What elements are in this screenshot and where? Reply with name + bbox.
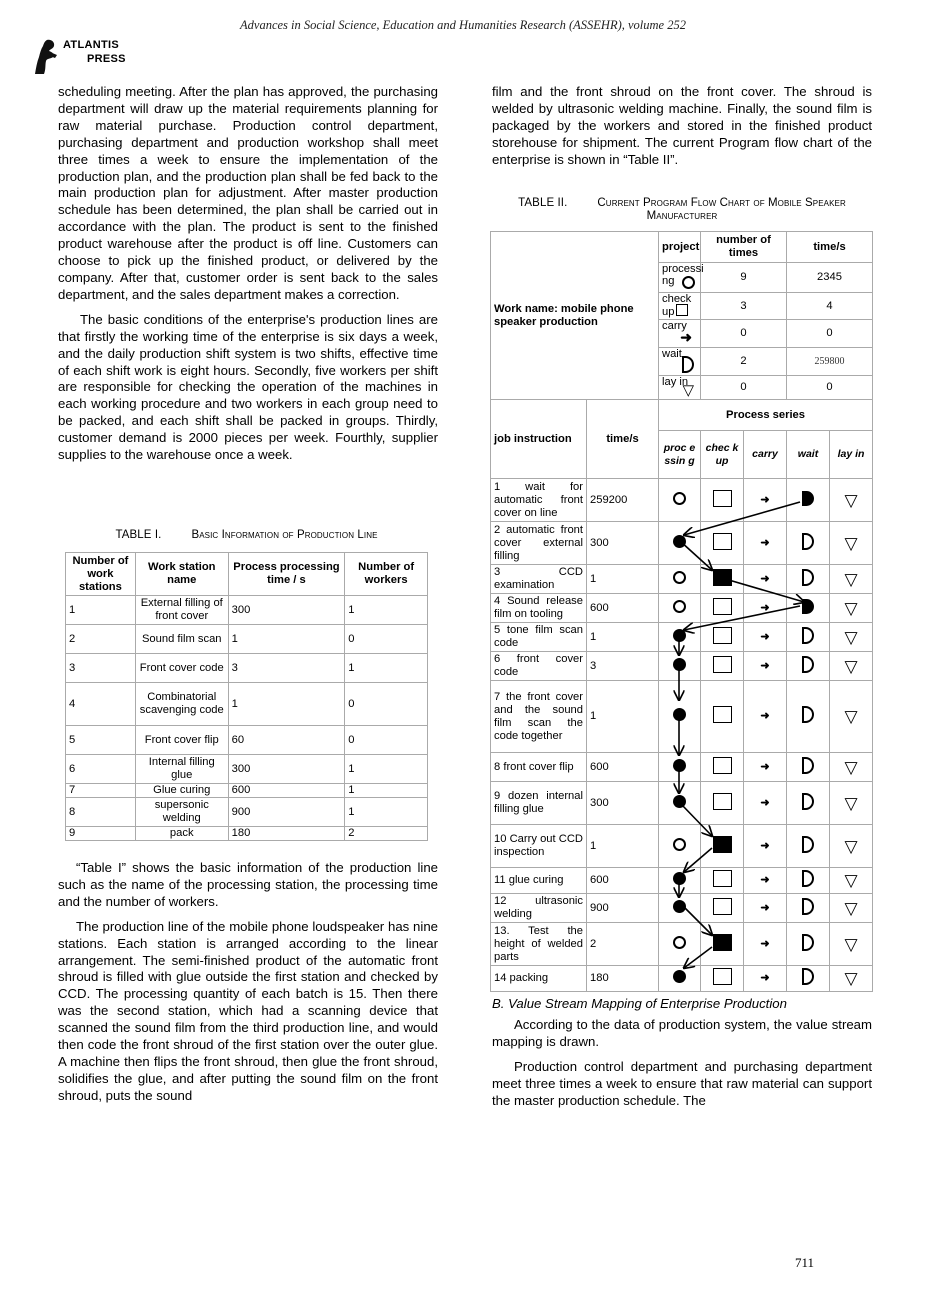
cell: 0 [701,320,787,348]
table1-header: Number of work stations [66,553,136,596]
square-icon [713,656,732,673]
cell: 9 [66,827,136,841]
summary-project-cell [659,376,701,400]
summary-header: project [659,232,701,263]
circle-icon [673,571,686,584]
time-cell: 900 [587,894,659,923]
job-cell: 13. Test the height of welded parts [491,923,587,966]
summary-project-cell [659,348,701,376]
cell: Combinatorial scavenging code [135,683,228,726]
cell: 300 [228,755,345,784]
square-filled-icon [713,934,732,951]
cell: 2 [66,625,136,654]
delay-d-filled-icon [802,599,814,614]
table1-caption [65,529,428,542]
triangle-down-icon: ▽ [830,652,873,681]
summary-project-cell [659,320,701,348]
job-cell: 9 dozen internal filling glue [491,782,587,825]
table-row [491,565,873,594]
cell: 3 [228,654,345,683]
time-cell: 3 [587,652,659,681]
table-row [491,966,873,992]
table-row [491,894,873,923]
table1-title: Basic Information of Production Line [191,529,378,541]
table-row [491,594,873,623]
logo-text-press: PRESS [87,53,126,65]
cell: 5 [66,726,136,755]
circle-filled-icon [673,970,686,983]
table2-caption [492,197,872,223]
cell: 1 [228,683,345,726]
table-row [491,923,873,966]
arrow-right-icon: ➜ [744,652,787,681]
arrow-right-icon: ➜ [744,825,787,868]
publisher-logo [33,38,128,76]
circle-icon [673,492,686,505]
job-cell: 8 front cover flip [491,753,587,782]
table2-program-flow-chart [490,231,873,992]
arrow-right-icon: ➜ [744,479,787,522]
circle-filled-icon [673,629,686,642]
detail-header-time: time/s [587,400,659,479]
table-row [491,479,873,522]
cell: 2 [701,348,787,376]
time-cell: 259200 [587,479,659,522]
cell: Front cover code [135,654,228,683]
detail-header-series: Process series [659,400,873,431]
square-icon [713,870,732,887]
triangle-down-icon: ▽ [830,594,873,623]
cell: 0 [787,320,873,348]
cell: 259800 [787,348,873,376]
cell: 7 [66,784,136,798]
square-icon [713,598,732,615]
delay-d-icon [802,757,814,774]
body-paragraph: scheduling meeting. After the plan has approved, the purchasing department will draw up the material requirements planning for raw material purchase. Production control department, purchasing department and production workshop shall meet three times a week to ensure the implementation of the production plan, and the production plan shall be fed back to the main production plan for adjustment. After master production schedule has been determined, the plan shall be carried out in accordance with the plan. The product is sent to the finished product warehouse after the product is off line. Customers can choose to pick up the finished product, or delivered by the company. After that, customer order is sent back to the sales department, and the sales department makes a correction. [58,84,438,302]
cell: Glue curing [135,784,228,798]
table1-number: TABLE I. [115,529,162,541]
arrow-right-icon: ➜ [744,782,787,825]
circle-filled-icon [673,708,686,721]
arrow-right-icon: ➜ [744,594,787,623]
job-cell: 12 ultrasonic welding [491,894,587,923]
cell: Sound film scan [135,625,228,654]
delay-d-icon [802,533,814,550]
cell: 60 [228,726,345,755]
square-icon [713,757,732,774]
summary-header: time/s [787,232,873,263]
triangle-down-icon: ▽ [830,753,873,782]
job-cell: 7 the front cover and the sound film scan the code together [491,681,587,753]
body-paragraph: “Table I” shows the basic information of the production line such as the name of the processing station, the processing time and the number of workers. [58,860,438,909]
arrow-right-icon: ➜ [744,753,787,782]
arrow-right-icon: ➜ [744,565,787,594]
square-filled-icon [713,569,732,586]
job-cell: 6 front cover code [491,652,587,681]
square-icon [713,793,732,810]
job-cell: 3 CCD examination [491,565,587,594]
table2-title: Current Program Flow Chart of Mobile Speaker [597,197,846,209]
table-row [66,625,428,654]
body-paragraph: The basic conditions of the enterprise's production lines are that firstly the working time of the enterprise is six days a week, and the daily production shift system is two shifts, effective time of each shift work is eight hours. Secondly, five workers per shift are responsible for checking the operation of the machines in each working procedure and two workers in each group need to be packed, and each shift shall be packed in groups. Thirdly, customer demand is 2000 pieces per week. Fourthly, supplier supplies to the warehouse once a week. [58,311,438,463]
delay-d-icon [802,934,814,951]
series-col-layin: lay in [830,431,873,479]
arrow-right-icon: ➜ [744,894,787,923]
cell: 0 [701,376,787,400]
delay-d-icon [802,870,814,887]
circle-filled-icon [673,795,686,808]
arrow-right-icon: ➜ [744,868,787,894]
left-column-lower [58,860,438,1105]
square-icon [713,968,732,985]
triangle-down-icon: ▽ [830,923,873,966]
logo-text-atlantis: ATLANTIS [63,39,119,51]
time-cell: 1 [587,565,659,594]
square-icon [713,898,732,915]
square-icon [713,627,732,644]
table1-header: Work station name [135,553,228,596]
time-cell: 600 [587,868,659,894]
cell: pack [135,827,228,841]
time-cell: 1 [587,623,659,652]
cell: 1 [345,784,428,798]
summary-project-label: processing [662,263,704,287]
table2-number: TABLE II. [518,197,568,209]
time-cell: 600 [587,753,659,782]
cell: 9 [701,263,787,293]
delay-d-icon [802,569,814,586]
table-row [491,623,873,652]
cell: 8 [66,798,136,827]
triangle-down-icon: ▽ [830,782,873,825]
table-row [66,827,428,841]
cell: 1 [228,625,345,654]
section-heading: B. Value Stream Mapping of Enterprise Production [492,996,787,1011]
job-cell: 14 packing [491,966,587,992]
summary-project-label: lay in [662,376,689,388]
square-icon [713,706,732,723]
right-column [492,84,872,169]
table-row [66,755,428,784]
series-col-processing: proc essin g [659,431,701,479]
table-row [66,683,428,726]
cell: 1 [345,654,428,683]
cell: Internal filling glue [135,755,228,784]
cell: 3 [66,654,136,683]
cell: Front cover flip [135,726,228,755]
square-icon [676,304,688,316]
table-row [66,798,428,827]
summary-project-cell [659,263,704,293]
circle-filled-icon [673,535,686,548]
job-cell: 4 Sound release film on tooling [491,594,587,623]
circle-icon [673,936,686,949]
time-cell: 300 [587,782,659,825]
triangle-down-icon: ▽ [830,825,873,868]
body-paragraph: The production line of the mobile phone loudspeaker has nine stations. Each station is arranged according to the linear arrangement. The semi-finished product of the automatic front shroud is filled with glue outside the first station and checked by CCD. The processing quantity of each batch is 15. Then there was the second station, which had a scanning device that scanned the sound film from the third production line, and would then code the front shroud of the first station over the outer glue. A machine then flips the front shroud, then glue the front shroud, solidifies the glue, and after putting the sound film on the front shroud, puts the sound [58,918,438,1103]
table-row [491,652,873,681]
circle-icon [673,600,686,613]
cell: 6 [66,755,136,784]
summary-project-label: check up [662,293,692,318]
circle-filled-icon [673,759,686,772]
circle-icon [682,276,695,289]
thinker-icon [33,38,61,76]
summary-project-label: wait [662,348,682,360]
work-name-cell: Work name: mobile phone speaker production [491,232,659,400]
delay-d-icon [802,793,814,810]
summary-header: number of times [701,232,787,263]
triangle-down-icon: ▽ [830,565,873,594]
arrow-right-icon: ➜ [744,623,787,652]
arrow-right-icon: ➜ [744,923,787,966]
cell: 900 [228,798,345,827]
table-row [491,782,873,825]
arrow-right-icon: ➜ [744,966,787,992]
triangle-down-icon: ▽ [830,868,873,894]
time-cell: 180 [587,966,659,992]
cell: 1 [66,596,136,625]
cell: External filling of front cover [135,596,228,625]
running-head: Advances in Social Science, Education and Humanities Research (ASSEHR), volume 252 [240,18,686,32]
delay-d-icon [682,356,694,373]
triangle-down-icon: ▽ [830,966,873,992]
time-cell: 600 [587,594,659,623]
time-cell: 2 [587,923,659,966]
cell: 2 [345,827,428,841]
triangle-down-icon: ▽ [830,894,873,923]
table-row [491,522,873,565]
delay-d-icon [802,656,814,673]
cell: 300 [228,596,345,625]
time-cell: 1 [587,825,659,868]
circle-filled-icon [673,872,686,885]
table-row [66,654,428,683]
table1-basic-information [65,552,428,841]
circle-filled-icon [673,658,686,671]
time-cell: 300 [587,522,659,565]
table-row [66,596,428,625]
table-row [66,784,428,798]
table1-header: Process processing time / s [228,553,345,596]
left-column [58,84,438,464]
right-column-lower [492,996,872,1109]
series-col-check: chec k up [701,431,744,479]
summary-project-label: carry [662,320,687,332]
cell: 0 [345,625,428,654]
delay-d-icon [802,627,814,644]
triangle-down-icon: ▽ [830,522,873,565]
triangle-down-icon: ▽ [682,382,694,399]
cell: 1 [345,755,428,784]
triangle-down-icon: ▽ [830,479,873,522]
time-cell: 1 [587,681,659,753]
square-icon [713,490,732,507]
delay-d-icon [802,706,814,723]
cell: supersonic welding [135,798,228,827]
square-icon [713,533,732,550]
series-col-carry: carry [744,431,787,479]
arrow-right-icon: ➜ [744,522,787,565]
job-cell: 1 wait for automatic front cover on line [491,479,587,522]
detail-header-job: job instruction [491,400,587,479]
cell: 600 [228,784,345,798]
delay-d-icon [802,836,814,853]
body-paragraph: According to the data of production system, the value stream mapping is drawn. [492,1016,872,1049]
table1-header: Number of workers [345,553,428,596]
series-col-wait: wait [787,431,830,479]
cell: 180 [228,827,345,841]
table-row [491,681,873,753]
job-cell: 11 glue curing [491,868,587,894]
circle-filled-icon [673,900,686,913]
table-row [491,753,873,782]
cell: 1 [345,596,428,625]
body-paragraph: Production control department and purchasing department meet three times a week to ensure that raw material can support the master production schedule. The [492,1058,872,1108]
body-paragraph: film and the front shroud on the front cover. The shroud is welded by ultrasonic welding machine. Finally, the sound film is packaged by the workers and stored in the finished product storehouse for shipment. The current Program flow chart of the enterprise is shown in “Table II”. [492,84,872,167]
cell: 0 [787,376,873,400]
table-row [491,868,873,894]
page-number: 711 [795,1255,815,1270]
job-cell: 5 tone film scan code [491,623,587,652]
cell: 3 [701,293,787,320]
cell: 4 [787,293,873,320]
table-row [491,825,873,868]
job-cell: 10 Carry out CCD inspection [491,825,587,868]
table-row [66,726,428,755]
table2-title-line2: Manufacturer [646,210,718,222]
cell: 4 [66,683,136,726]
job-cell: 2 automatic front cover external filling [491,522,587,565]
square-filled-icon [713,836,732,853]
cell: 1 [345,798,428,827]
delay-d-icon [802,968,814,985]
triangle-down-icon: ▽ [830,623,873,652]
delay-d-icon [802,898,814,915]
arrow-right-icon: ➜ [680,329,692,345]
summary-project-cell [659,293,701,320]
cell: 0 [345,726,428,755]
delay-d-filled-icon [802,491,814,506]
cell: 2345 [787,263,873,293]
cell: 0 [345,683,428,726]
circle-icon [673,838,686,851]
arrow-right-icon: ➜ [744,681,787,753]
triangle-down-icon: ▽ [830,681,873,753]
